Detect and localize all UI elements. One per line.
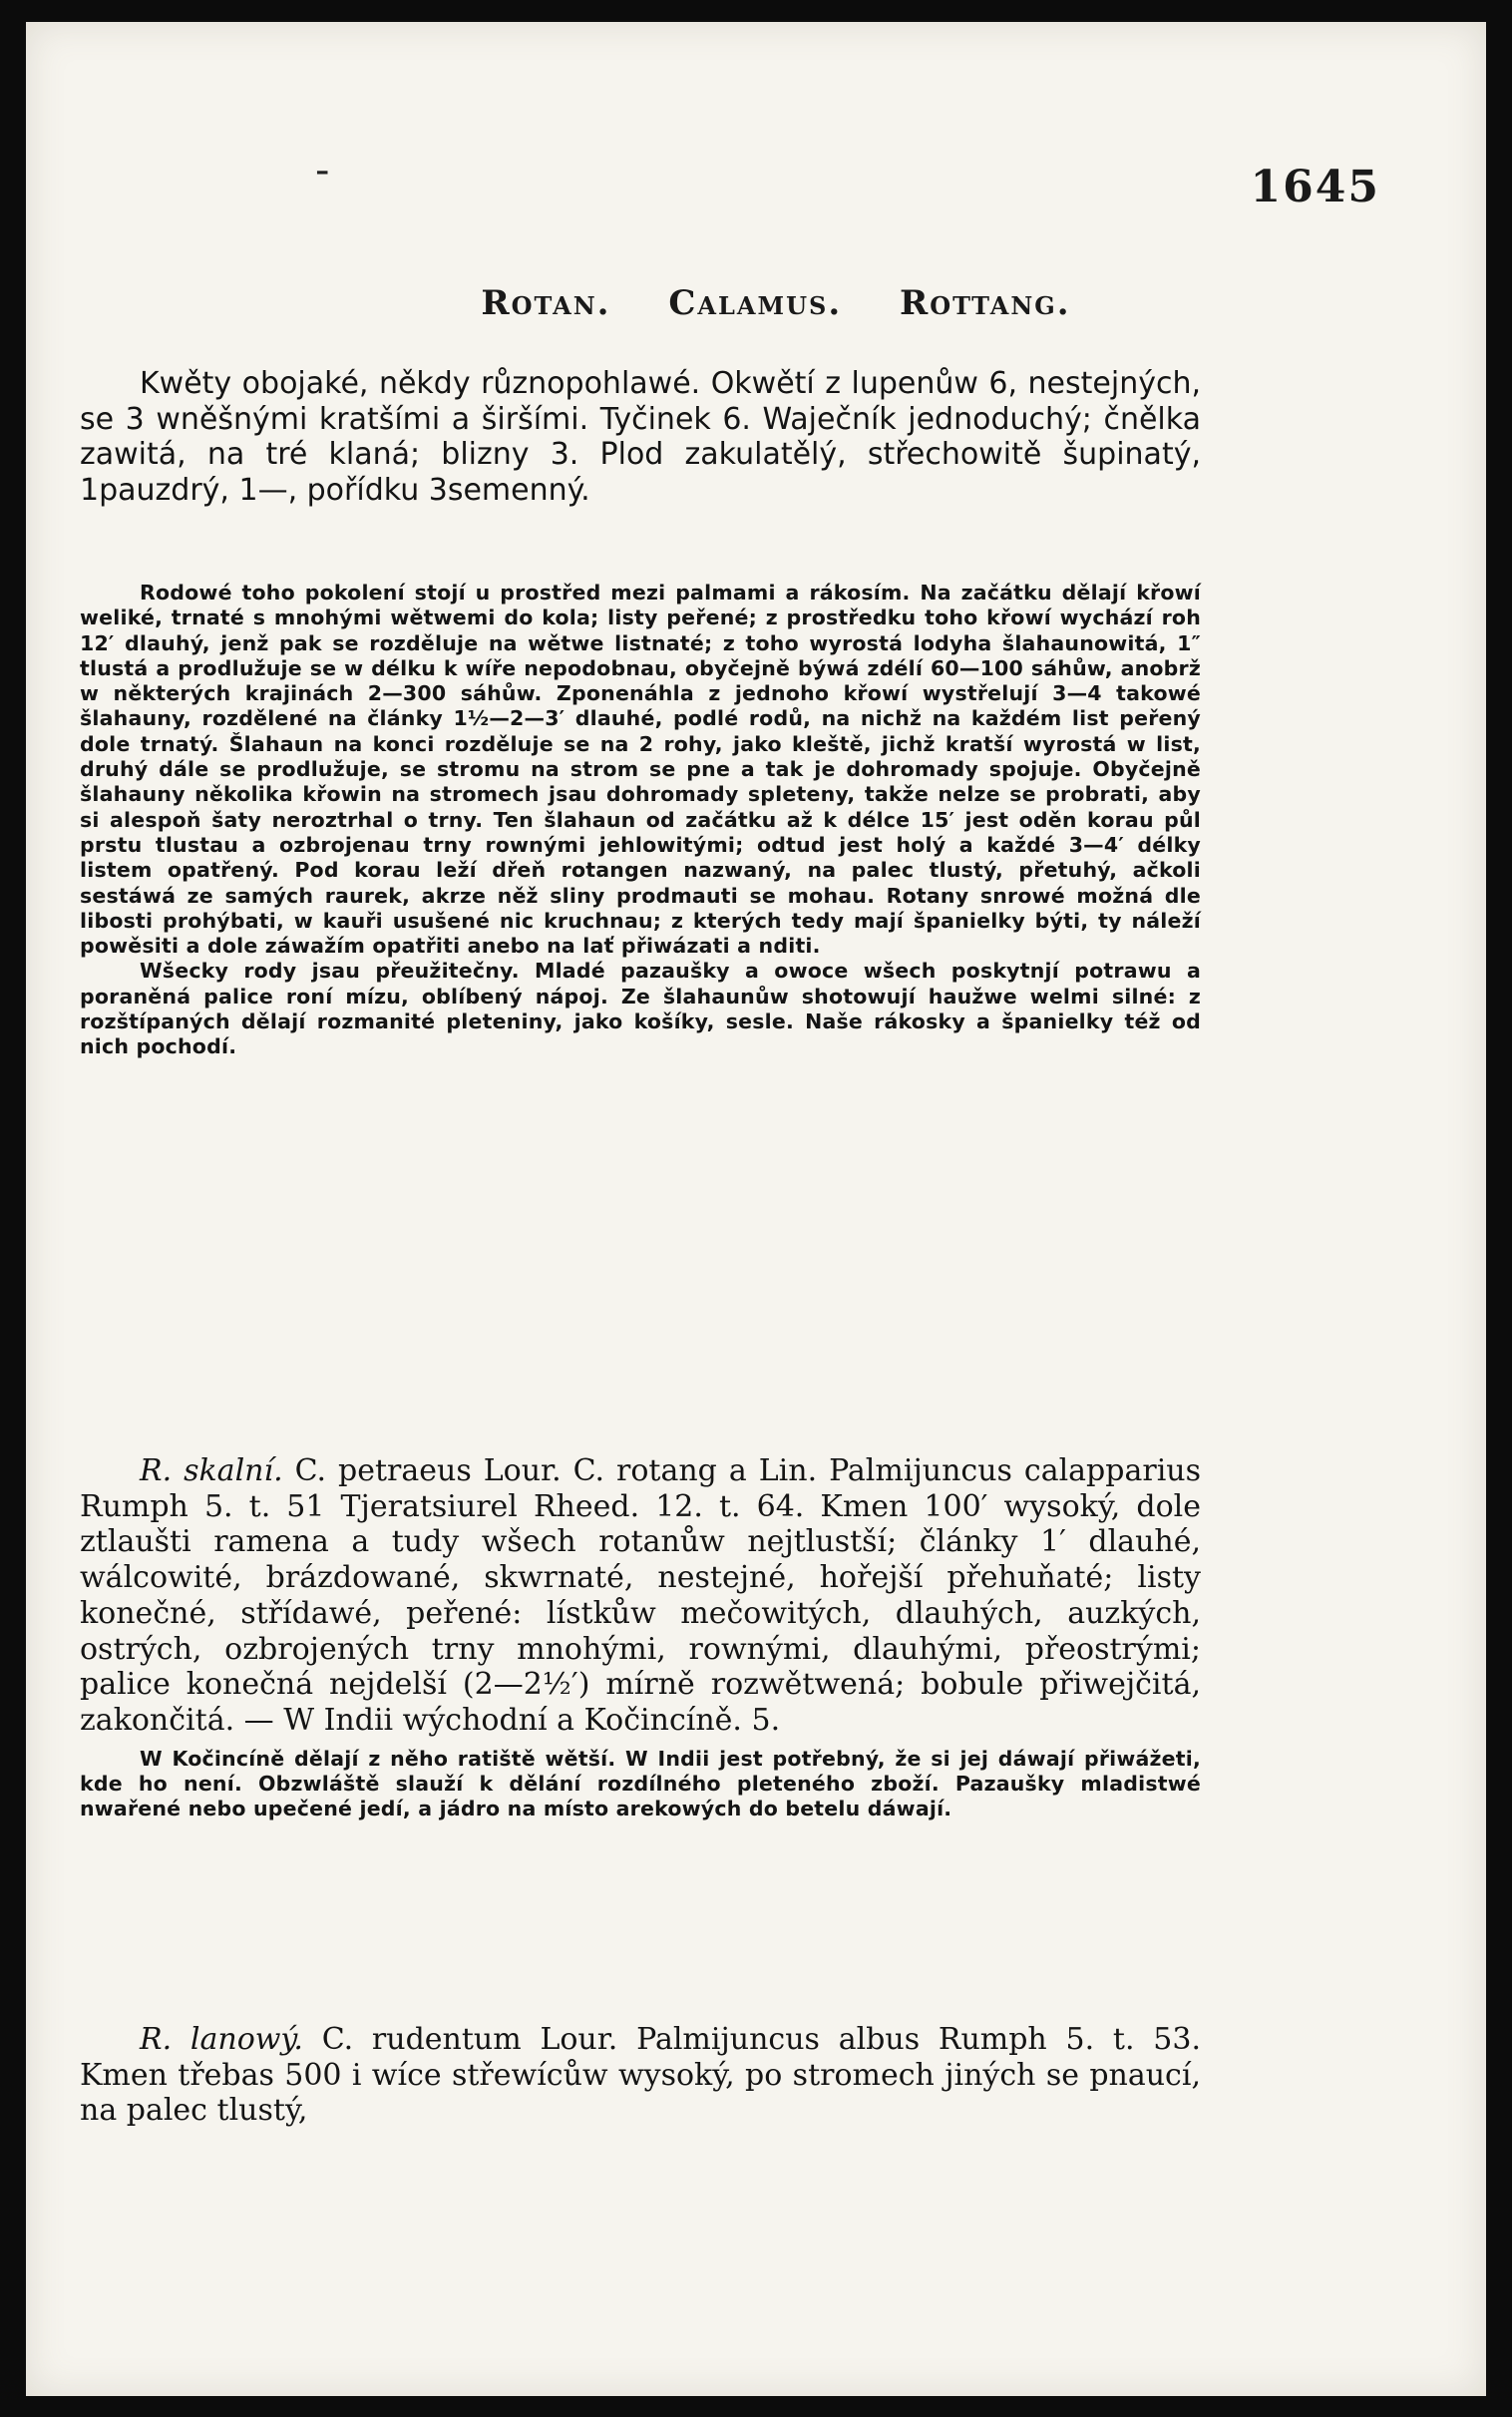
page-number: 1645 — [1250, 162, 1380, 212]
species-text: C. rudentum Lour. Palmijuncus albus Rumph 5. t. 53. Kmen třebas 500 i wíce střewícůw wysoký, po stromech jiných se pnaucí, na palec tlustý, — [80, 2022, 1201, 2129]
species-block-2 — [80, 2022, 1201, 2129]
species-name: R. lanowý. — [140, 2022, 303, 2057]
notes-block — [80, 581, 1201, 1060]
species-note: W Kočincíně dělají z něho ratiště wětší. W Indii jest potřebný, že si jej dáwají přiwážeti, kde ho není. Obzwláště slauží k dělání rozdílného pleteného zboží. Pazaušky mladistwé nwařené nebo upečené jedí, a jádro na místo arekowých do betelu dáwají. — [80, 1746, 1201, 1821]
header-czech: Rotan. — [481, 283, 611, 323]
book-page — [26, 22, 1486, 2396]
species-name: R. skalní. — [140, 1453, 283, 1488]
genus-note-1: Rodowé toho pokolení stojí u prostřed mezi palmami a rákosím. Na začátku dělají křowí weliké, trnaté s mnohými wětwemi do kola; listy peřené; z prostředku toho křowí wychází roh 12′ dlauhý, jenž pak se rozděluje na wětwe listnaté; z toho wyrostá lodyha šlahaunowitá, 1″ tlustá a prodlužuje se w délku k wíře nepodobnau, obyčejně býwá zdélí 60—100 sáhůw, anobrž w některých krajinách 2—300 sáhůw. Zponenáhla z jednoho křowí wystřelují 3—4 takowé šlahauny, rozdělené na články 1½—2—3′ dlauhé, podlé rodů, na nichž na každém list peřený dole trnatý. Šlahaun na konci rozděluje se na 2 rohy, jako kleště, jichž kratší wyrostá w list, druhý dále se prodlužuje, se stromu na strom se pne a tak je dohromady spojuje. Obyčejně šlahauny několika křowin na stromech jsau dohromady spleteny, takže nelze se probrati, aby si alespoň šaty neroztrhal o trny. Ten šlahaun od začátku až k délce 15′ jest oděn korau půl prstu tlustau a ozbrojenau trny rownými jehlowitými; odtud jest holý a každé 3—4′ délky listem opatřený. Pod korau leží dřeň rotangen nazwaný, na palec tlustý, přetuhý, ačkoli sestáwá ze samých raurek, akrze něž sliny prodmauti se mohau. Rotany snrowé možná dle libosti prohýbati, w kauři usušené nic kruchnau; z kterých tedy mají španielky býti, ty náleží powěsiti a dole záwažím opatřiti anebo na lať přiwázati a nditi. — [80, 581, 1201, 959]
genus-block — [80, 366, 1201, 509]
genus-description: Kwěty obojaké, někdy různopohlawé. Okwětí z lupenůw 6, nestejných, se 3 wněšnými kratšími a širšími. Tyčinek 6. Waječník jednoduchý; čnělka zawitá, na tré klaná; blizny 3. Plod zakulatělý, střechowitě šupinatý, 1pauzdrý, 1—, pořídku 3semenný. — [80, 366, 1201, 509]
header-latin: Calamus. — [668, 283, 843, 323]
genus-note-2: Wšecky rody jsau přeužitečny. Mladé pazaušky a owoce wšech poskytnjí potrawu a poraněná palice roní mízu, oblíbený nápoj. Ze šlahaunůw shotowují haužwe welmi silné: z rozštípaných dělají rozmanité pleteniny, jako košíky, sesle. Naše rákosky a španielky též od nich pochodí. — [80, 959, 1201, 1059]
species-entry — [80, 1453, 1201, 1739]
page-mark: - — [315, 148, 330, 194]
header-vernacular: Rottang. — [900, 283, 1071, 323]
species-block-1 — [80, 1453, 1201, 1822]
species-text: C. petraeus Lour. C. rotang a Lin. Palmijuncus calapparius Rumph 5. t. 51 Tjeratsiurel Rheed. 12. t. 64. Kmen 100′ wysoký, dole ztlaušti ramena a tudy wšech rotanůw nejtlustší; články 1′ dlauhé, wálcowité, brázdowané, skwrnaté, nestejné, hořejší přehuňaté; listy konečné, střídawé, peřené: lístkůw mečowitých, dlauhých, auzkých, ostrých, ozbrojených trny mnohými, rownými, dlauhými, přeostrými; palice konečná nejdelší (2—2½′) mírně rozwětwená; bobule přiwejčitá, zakončitá. — W Indii wýchodní a Kočincíně. 5. — [80, 1453, 1202, 1738]
species-entry — [80, 2022, 1201, 2129]
running-header — [26, 283, 1486, 323]
